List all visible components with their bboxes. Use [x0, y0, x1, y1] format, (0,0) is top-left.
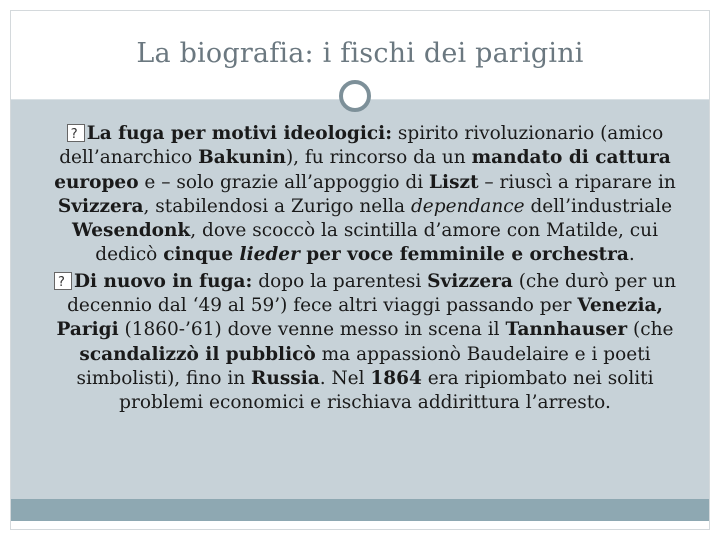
text-run: Venezia, Parigi [56, 295, 663, 341]
text-run: (1860-’61) dove venne messo in scena il [118, 319, 506, 341]
missing-glyph-bullet-icon [54, 272, 72, 290]
text-run: Svizzera [57, 195, 144, 217]
text-run: lieder [239, 244, 300, 266]
text-run: Russia [251, 367, 320, 389]
text-run: Wesendonk [72, 220, 191, 242]
bullet-paragraph-1 [40, 122, 690, 268]
text-run: scandalizzò il pubblicò [79, 343, 316, 365]
text-run: Di nuovo in fuga: [73, 270, 253, 292]
text-run: (che [627, 319, 674, 341]
circle-ornament-icon [339, 80, 371, 112]
text-run: . [628, 244, 635, 266]
text-run: – riuscì a riparare in [478, 171, 676, 193]
slide-body [40, 122, 690, 416]
text-run: Tannhauser [505, 319, 628, 341]
text-run: per voce femminile e orchestra [299, 244, 629, 266]
text-run: . Nel [319, 367, 371, 389]
text-run: era ripiombato nei soliti problemi economici e rischiava addirittura l’arresto. [119, 367, 654, 414]
text-run: , stabilendosi a Zurigo nella [143, 195, 411, 217]
text-run: dependance [410, 195, 525, 217]
text-run: cinque [163, 244, 240, 266]
text-run: ma appassionò Baudelaire e i poeti simbolisti), fino in [76, 343, 651, 389]
text-run: dell’industriale [524, 195, 673, 217]
text-run: Liszt [429, 171, 479, 193]
text-run: 1864 [370, 367, 422, 389]
text-run: e – solo grazie all’appoggio di [138, 171, 430, 193]
text-run: Bakunin [198, 147, 286, 169]
text-run: ), fu rincorso da un [285, 147, 472, 169]
footer-bar [11, 499, 709, 521]
text-run: Svizzera [427, 270, 513, 292]
text-run: La fuga per motivi ideologici: [86, 123, 393, 144]
text-run: dopo la parentesi [252, 270, 428, 292]
slide-title: La biografia: i fischi dei parigini [136, 38, 584, 69]
text-run: , dove scoccò la scintilla d’amore con Matilde, cui dedicò [95, 220, 658, 266]
missing-glyph-bullet-icon [67, 124, 85, 142]
text-run: mandato di cattura europeo [54, 147, 671, 193]
text-run: spirito rivoluzionario (amico dell’anarchico [59, 123, 664, 169]
bullet-paragraph-2 [40, 270, 690, 416]
text-run: (che durò per un decennio dal ‘49 al 59’) fece altri viaggi passando per [67, 270, 676, 317]
